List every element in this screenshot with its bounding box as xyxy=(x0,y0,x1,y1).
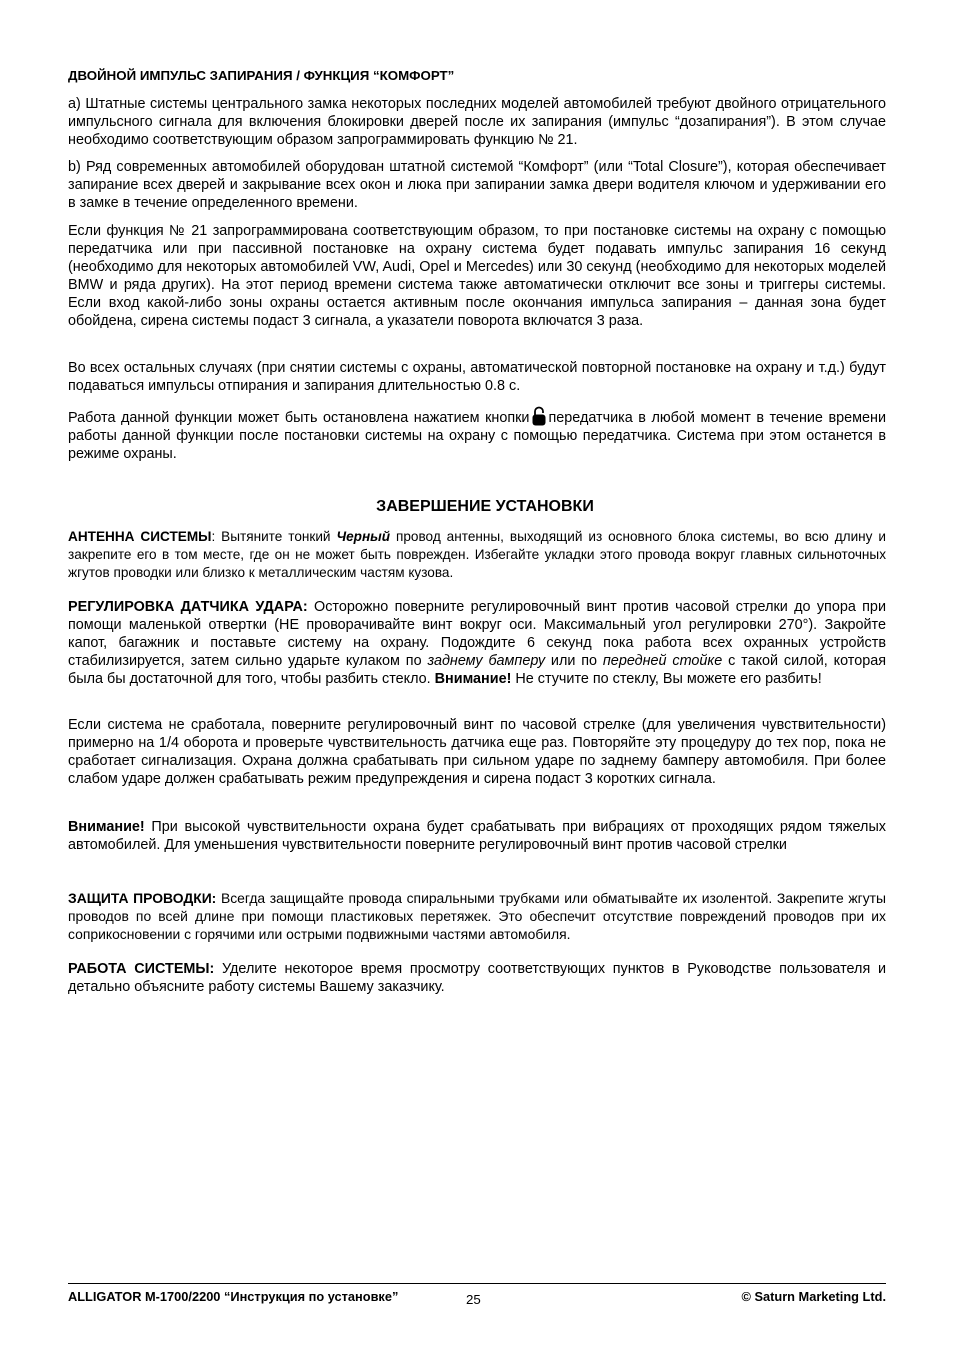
shock-warning-label: Внимание! xyxy=(434,671,512,687)
shock-sensor-paragraph-2: Если система не сработала, поверните регулировочный винт по часовой стрелке (для увеличения чувствительности) примерно на 1/4 оборота и проверьте чувствительность датчика еще раз. Повторяйте эту процедуру до тех пор, пока не сработает сигнализация. Охрана должна срабатывать при сильном ударе по заднему бамперу автомобиля. При более слабом ударе должен срабатывать режим предупреждения и сирена подаст 3 коротких сигнала. xyxy=(68,717,886,787)
shock-text-4: Не стучите по стеклу, Вы можете его разбить! xyxy=(511,671,822,687)
antenna-text-2: провод антенны, выходящий из основного блока системы, во всю длину и закрепите его в том месте, где он не может быть поврежден. Избегайте укладки этого провода вокруг главных сильноточных жгутов проводки или близко к металлическим частям кузова. xyxy=(68,529,886,580)
footer-copyright: © Saturn Marketing Ltd. xyxy=(741,1289,886,1304)
warning-label: Внимание! xyxy=(68,819,145,835)
footer-divider xyxy=(68,1283,886,1284)
wiring-paragraph xyxy=(68,889,886,943)
paragraph-d: Во всех остальных случаях (при снятии системы с охраны, автоматической повторной постановке на охрану и т.д.) будут подаваться импульсы отпирания и запирания длительностью 0.8 с. xyxy=(68,360,886,394)
unlock-padlock-icon xyxy=(532,406,546,426)
paragraph-e-start: Работа данной функции может быть остановлена нажатием кнопки xyxy=(68,410,530,426)
paragraph-e xyxy=(68,406,886,463)
shock-label: РЕГУЛИРОВКА ДАТЧИКА УДАРА: xyxy=(68,599,308,615)
wiring-label: ЗАЩИТА ПРОВОДКИ: xyxy=(68,890,217,906)
shock-text-2: или по xyxy=(545,653,603,669)
shock-emph-2: передней стойке xyxy=(602,653,723,669)
paragraph-c: Если функция № 21 запрограммирована соответствующим образом, то при постановке системы на охрану с помощью передатчика или при пассивной постановке на охрану система будет подавать импульс запирания 16 секунд (необходимо для некоторых автомобилей VW, Audi, Opel и Mercedes) или 30 секунд (необходимо для некоторых моделей BMW и ряда других). На этот период времени система также автоматически отключит все зоны и триггеры системы. Если вход какой-либо зоны охраны остается активным после окончания импульса запирания – данная зона будет обойдена, сирена системы подаст 3 сигнала, а указатели поворота включатся 3 раза. xyxy=(68,223,886,329)
shock-emph-1: заднему бамперу xyxy=(427,653,546,669)
warning-text: При высокой чувствительности охрана будет срабатывать при вибрациях от проходящих рядом тяжелых автомобилей. Для уменьшения чувствительности поверните регулировочный винт против часовой стрелки xyxy=(68,819,886,853)
wiring-text: Всегда защищайте провода спиральными трубками или обматывайте их изолентой. Закрепите жгуты проводов по всей длине при помощи пластиковых перетяжек. Это обеспечит отсутствие повреждений проводов при их соприкосновении с горячими или острыми подвижными частями автомобиля. xyxy=(68,890,886,942)
section-title-comfort: ДВОЙНОЙ ИМПУЛЬС ЗАПИРАНИЯ / ФУНКЦИЯ “КОМФОРТ” xyxy=(68,68,455,83)
page-number: 25 xyxy=(466,1292,481,1307)
operation-paragraph xyxy=(68,960,886,996)
shock-text-1: Осторожно поверните регулировочный винт против часовой стрелки до упора при помощи маленькой отвертки (НЕ проворачивайте винт вокруг оси. Максимальный угол регулировки 270°). Закройте капот, багажник и поставьте систему на охрану. Подождите 6 секунд пока работа всех охранных устройств стабилизируется, затем сильно ударьте кулаком по xyxy=(68,599,886,669)
shock-sensor-paragraph xyxy=(68,598,886,688)
operation-text: Уделите некоторое время просмотру соответствующих пунктов в Руководстве пользователя и детально объясните работу системы Вашему заказчику. xyxy=(68,961,886,995)
antenna-label: АНТЕННА СИСТЕМЫ xyxy=(68,529,212,544)
paragraph-e-end: передатчика в любой момент в течение времени работы данной функции после постановки системы на охрану с помощью передатчика. Система при этом останется в режиме охраны. xyxy=(68,410,886,462)
antenna-text-1: : Вытяните тонкий xyxy=(211,529,337,544)
warning-paragraph xyxy=(68,818,886,854)
antenna-paragraph xyxy=(68,528,886,582)
paragraph-a: a) Штатные системы центрального замка некоторых последних моделей автомобилей требуют двойного отрицательного импульсного сигнала для включения блокировки дверей после их запирания (импульс “дозапирания”). В этом случае необходимо соответствующим образом запрограммировать функцию № 21. xyxy=(68,96,886,148)
section-title-completion: ЗАВЕРШЕНИЕ УСТАНОВКИ xyxy=(376,498,594,515)
antenna-wire-color: Черный xyxy=(336,529,391,544)
operation-label: РАБОТА СИСТЕМЫ: xyxy=(68,961,215,977)
shock-text-3: с такой силой, которая была бы достаточной для того, чтобы разбить стекло. xyxy=(68,653,886,687)
footer-title: ALLIGATOR M-1700/2200 “Инструкция по установке” xyxy=(68,1289,399,1304)
paragraph-b: b) Ряд современных автомобилей оборудован штатной системой “Комфорт” (или “Total Closure”), которая обеспечивает запирание всех дверей и закрывание всех окон и люка при запирании замка двери водителя ключом и удерживании его в замке в течение определенного времени. xyxy=(68,159,886,211)
